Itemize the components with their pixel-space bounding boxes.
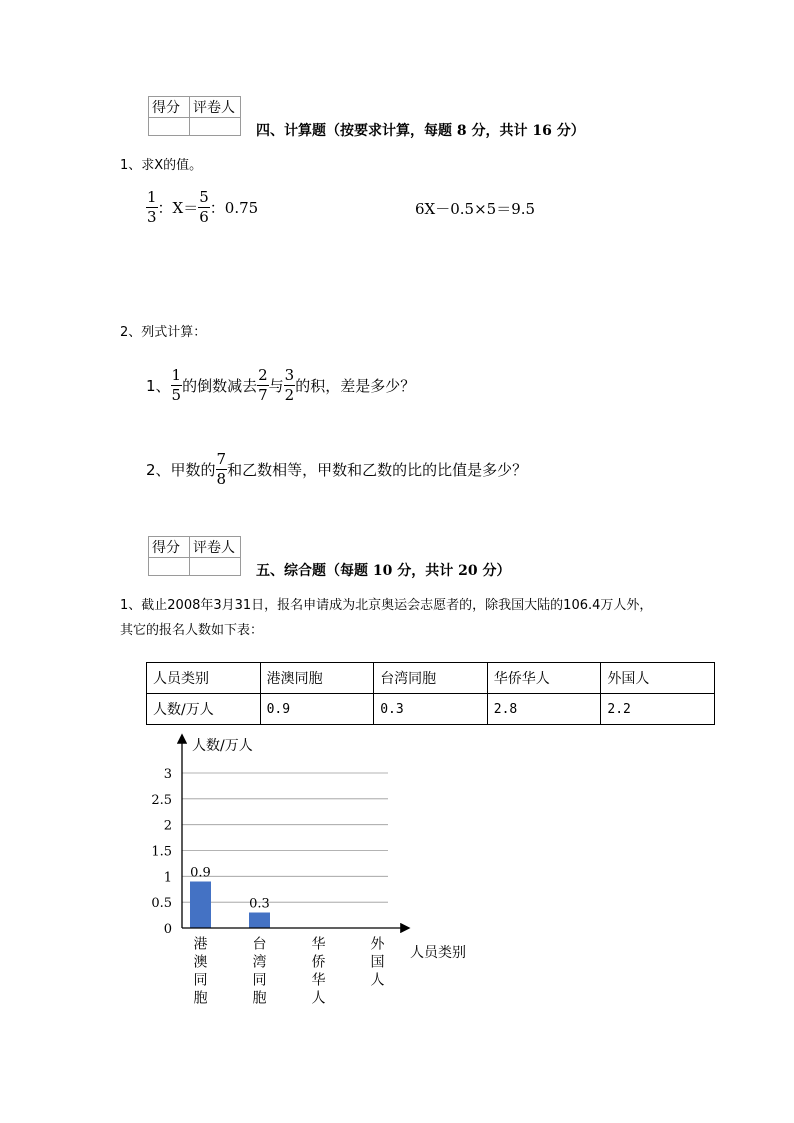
table-cell: 港澳同胞 [260,663,374,694]
x-axis-label: 人员类别 [410,945,466,961]
q5-line2: 其它的报名人数如下表： [120,623,264,638]
table-cell: 台湾同胞 [374,663,488,694]
q1-label: 1、求X的值。 [120,158,203,173]
score-label: 得分 [149,97,190,118]
equation-2: 6X－0.5×5＝9.5 [415,200,536,218]
fraction-five-sixths: $\frac{5}{6}$ [199,188,209,226]
fraction-one-third: $\frac{1}{3}$ [147,188,157,226]
fraction-seven-eighths: $\frac{7}{8}$ [216,450,227,488]
y-tick-label: 2 [163,818,172,834]
table-cell: 0.3 [374,694,488,725]
y-tick-label: 0 [163,922,172,937]
y-tick-label: 0.5 [151,896,172,912]
y-tick-label: 1.5 [151,844,172,860]
score-label: 得分 [149,537,190,558]
q2-label: 2、列式计算： [120,325,207,340]
section5-title: 五、综合题（每题 10 分，共计 20 分） [256,563,511,579]
y-tick-label: 1 [163,870,172,886]
q2-sub2: 2、甲数的 $\frac{7}{8}$ 和乙数相等，甲数和乙数的比的比值是多少？ [146,450,528,488]
score-box-section4 [148,96,241,136]
fraction-three-halves: $\frac{3}{2}$ [284,366,295,404]
table-cell: 华侨华人 [487,663,601,694]
y-tick-label: 2.5 [151,792,172,808]
x-tick-label: 外国人 [368,936,385,990]
x-tick-label: 港澳同胞 [191,936,208,1008]
table-cell: 人数/万人 [147,694,261,725]
grader-cell[interactable] [190,118,241,136]
y-tick-label: 3 [163,767,172,782]
table-row [147,694,715,725]
grader-cell[interactable] [190,558,241,576]
bar-2 [249,913,270,929]
q5-line1: 1、截止2008年3月31日，报名申请成为北京奥运会志愿者的，除我国大陆的106.4万人外， [120,598,653,613]
x-tick-label: 华侨华人 [309,936,326,1008]
y-axis-label: 人数/万人 [192,738,253,754]
table-cell: 人员类别 [147,663,261,694]
bar-1 [190,882,211,929]
score-cell[interactable] [149,118,190,136]
data-label: 0.3 [249,896,270,912]
table-cell: 0.9 [260,694,374,725]
section4-title: 四、计算题（按要求计算，每题 8 分，共计 16 分） [256,123,585,139]
data-label: 0.9 [190,865,211,881]
volunteer-table [146,662,715,725]
score-box-section5 [148,536,241,576]
grader-label: 评卷人 [190,97,241,118]
score-cell[interactable] [149,558,190,576]
table-cell: 2.2 [601,694,715,725]
table-cell: 外国人 [601,663,715,694]
fraction-two-sevenths: $\frac{2}{7}$ [258,366,268,404]
table-cell: 2.8 [487,694,601,725]
x-tick-label: 台湾同胞 [250,936,267,1008]
equation-1: $\frac{1}{3}$ ：X＝ $\frac{5}{6}$ ：0.75 [147,188,259,226]
fraction-one-fifth: $\frac{1}{5}$ [171,366,182,404]
table-header-row [147,663,715,694]
q2-sub1: 1、 $\frac{1}{5}$ 的倒数减去 $\frac{2}{7}$ 与 $\frac{3}{2}$ 的积，差是多少？ [146,366,416,404]
grader-label: 评卷人 [190,537,241,558]
